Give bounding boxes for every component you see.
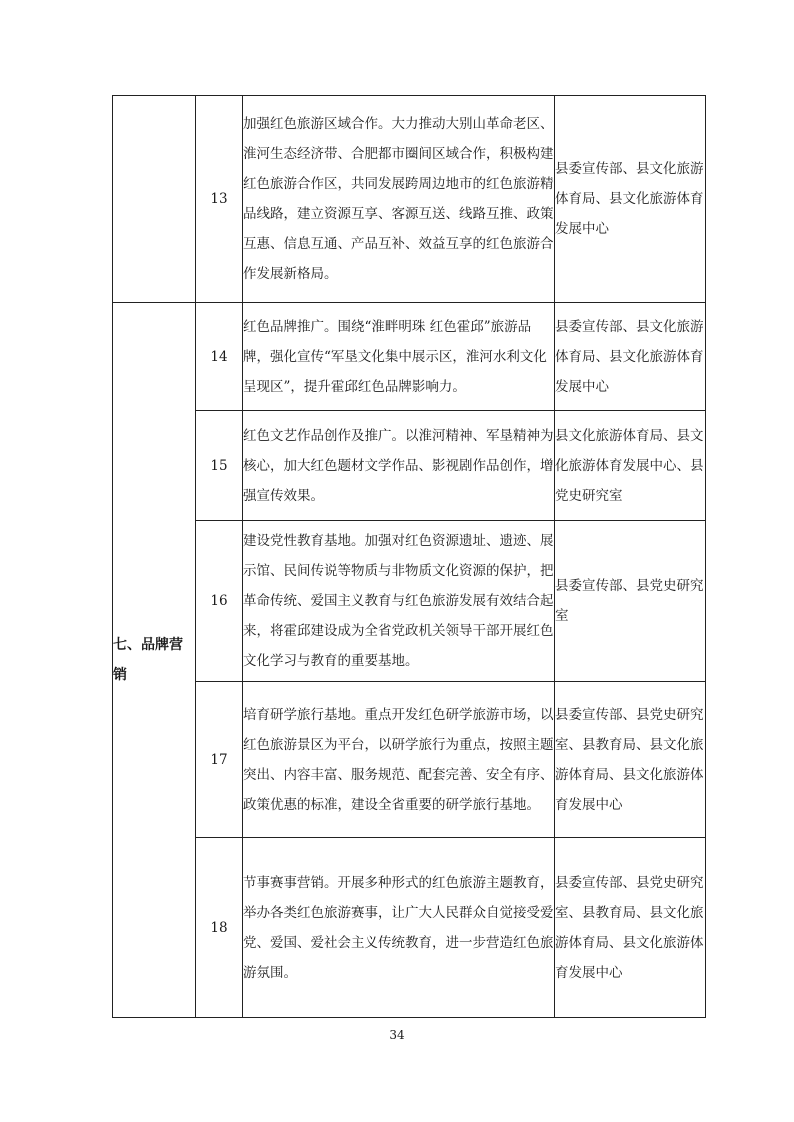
table-row xyxy=(113,682,706,838)
page-number: 34 xyxy=(389,1028,405,1042)
table-row xyxy=(113,411,706,521)
table-row xyxy=(113,96,706,303)
category-cell-blank xyxy=(113,96,196,303)
responsible-units: 县委宣传部、县党史研究室、县教育局、县文化旅游体育局、县文化旅游体育发展中心 xyxy=(555,838,706,1018)
category-cell: 七、品牌营销 xyxy=(113,303,196,1018)
item-description: 红色品牌推广。围绕“淮畔明珠 红色霍邱”旅游品牌，强化宣传“军垦文化集中展示区，淮河水利文化呈现区”，提升霍邱红色品牌影响力。 xyxy=(243,303,555,411)
item-number: 17 xyxy=(196,682,243,838)
table-row xyxy=(113,303,706,411)
item-description: 红色文艺作品创作及推广。以淮河精神、军垦精神为核心，加大红色题材文学作品、影视剧作品创作，增强宣传效果。 xyxy=(243,411,555,521)
table-row xyxy=(113,521,706,682)
responsible-units: 县委宣传部、县文化旅游体育局、县文化旅游体育发展中心 xyxy=(555,96,706,303)
item-description: 培育研学旅行基地。重点开发红色研学旅游市场，以红色旅游景区为平台，以研学旅行为重点，按照主题突出、内容丰富、服务规范、配套完善、安全有序、政策优惠的标准，建设全省重要的研学旅行基地。 xyxy=(243,682,555,838)
item-number: 13 xyxy=(196,96,243,303)
responsible-units: 县委宣传部、县党史研究室、县教育局、县文化旅游体育局、县文化旅游体育发展中心 xyxy=(555,682,706,838)
responsible-units: 县委宣传部、县党史研究室 xyxy=(555,521,706,682)
item-description: 建设党性教育基地。加强对红色资源遗址、遗迹、展示馆、民间传说等物质与非物质文化资源的保护，把革命传统、爱国主义教育与红色旅游发展有效结合起来，将霍邱建设成为全省党政机关领导干部开展红色文化学习与教育的重要基地。 xyxy=(243,521,555,682)
table-row xyxy=(113,838,706,1018)
measures-table xyxy=(112,95,706,1018)
item-number: 14 xyxy=(196,303,243,411)
responsible-units: 县委宣传部、县文化旅游体育局、县文化旅游体育发展中心 xyxy=(555,303,706,411)
item-number: 18 xyxy=(196,838,243,1018)
responsible-units: 县文化旅游体育局、县文化旅游体育发展中心、县党史研究室 xyxy=(555,411,706,521)
item-description: 节事赛事营销。开展多种形式的红色旅游主题教育，举办各类红色旅游赛事，让广大人民群众自觉接受爱党、爱国、爱社会主义传统教育，进一步营造红色旅游氛围。 xyxy=(243,838,555,1018)
item-number: 16 xyxy=(196,521,243,682)
item-description: 加强红色旅游区域合作。大力推动大别山革命老区、淮河生态经济带、合肥都市圈间区域合作，积极构建红色旅游合作区，共同发展跨周边地市的红色旅游精品线路，建立资源互享、客源互送、线路互推、政策互惠、信息互通、产品互补、效益互享的红色旅游合作发展新格局。 xyxy=(243,96,555,303)
item-number: 15 xyxy=(196,411,243,521)
